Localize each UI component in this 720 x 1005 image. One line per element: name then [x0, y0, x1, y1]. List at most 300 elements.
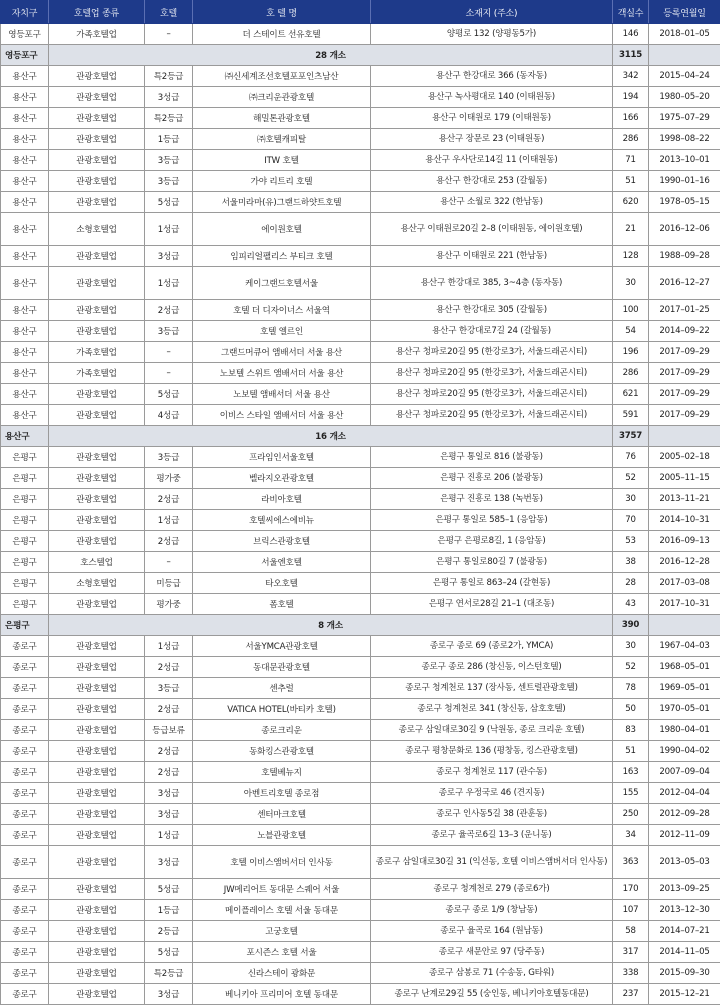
cell-address: 용산구 한강대로 366 (동자동): [371, 66, 613, 87]
cell-grade: 1성급: [145, 636, 193, 657]
cell-district: 용산구: [1, 87, 49, 108]
cell-address: 용산구 한강대로 253 (갈월동): [371, 171, 613, 192]
cell-date: 1969–05–01: [649, 678, 720, 699]
table-row: [1, 678, 720, 699]
table-row: [1, 108, 720, 129]
cell-grade: 2성급: [145, 657, 193, 678]
cell-rooms: 51: [613, 171, 649, 192]
cell-district: 은평구: [1, 594, 49, 615]
cell-hotel-name: 고궁호텔: [193, 921, 371, 942]
table-row: [1, 879, 720, 900]
cell-rooms: 78: [613, 678, 649, 699]
cell-address: 종로구 인사동5길 38 (관훈동): [371, 804, 613, 825]
cell-rooms: 52: [613, 657, 649, 678]
cell-rooms: 620: [613, 192, 649, 213]
cell-grade: –: [145, 363, 193, 384]
cell-grade: 특2등급: [145, 108, 193, 129]
cell-rooms: 83: [613, 720, 649, 741]
cell-district: 용산구: [1, 192, 49, 213]
cell-type: 관광호텔업: [49, 150, 145, 171]
cell-rooms: 30: [613, 267, 649, 300]
cell-type: 관광호텔업: [49, 825, 145, 846]
cell-hotel-name: 서울미라마(유)그랜드하얏트호텔: [193, 192, 371, 213]
table-row: [1, 66, 720, 87]
cell-district: 종로구: [1, 720, 49, 741]
cell-hotel-name: 프라임인서울호텔: [193, 447, 371, 468]
cell-rooms: 146: [613, 24, 649, 45]
cell-type: 관광호텔업: [49, 384, 145, 405]
cell-grade: 5성급: [145, 942, 193, 963]
cell-address: 용산구 한강대로7길 24 (갈월동): [371, 321, 613, 342]
cell-grade: 특2등급: [145, 963, 193, 984]
subtotal-rooms: 390: [613, 615, 649, 636]
header-grade: 호텔: [145, 1, 193, 24]
table-row: [1, 921, 720, 942]
cell-grade: 특2등급: [145, 66, 193, 87]
cell-hotel-name: 노블관광호텔: [193, 825, 371, 846]
cell-address: 종로구 삼일대로30길 31 (익선동, 호텔 이비스앰버서더 인사동): [371, 846, 613, 879]
subtotal-rooms: 3757: [613, 426, 649, 447]
cell-type: 관광호텔업: [49, 108, 145, 129]
cell-hotel-name: JW메리어트 동대문 스퀘어 서울: [193, 879, 371, 900]
cell-address: 종로구 우정국로 46 (견지동): [371, 783, 613, 804]
cell-date: 2013–09–25: [649, 879, 720, 900]
table-row: [1, 720, 720, 741]
table-row: [1, 573, 720, 594]
table-row: [1, 942, 720, 963]
table-row: [1, 531, 720, 552]
cell-hotel-name: 호텔 엘르인: [193, 321, 371, 342]
cell-rooms: 338: [613, 963, 649, 984]
cell-hotel-name: 동대문관광호텔: [193, 657, 371, 678]
cell-rooms: 317: [613, 942, 649, 963]
cell-date: 2013–11–21: [649, 489, 720, 510]
cell-rooms: 30: [613, 489, 649, 510]
cell-grade: 3성급: [145, 984, 193, 1005]
cell-date: 2014–10–31: [649, 510, 720, 531]
cell-rooms: 43: [613, 594, 649, 615]
table-row: [1, 447, 720, 468]
table-row: [1, 342, 720, 363]
cell-type: 관광호텔업: [49, 66, 145, 87]
cell-date: 2013–12–30: [649, 900, 720, 921]
table-row: [1, 87, 720, 108]
cell-date: 2017–09–29: [649, 405, 720, 426]
cell-hotel-name: 이비스 스타일 앰배서더 서울 용산: [193, 405, 371, 426]
cell-type: 관광호텔업: [49, 87, 145, 108]
cell-district: 용산구: [1, 66, 49, 87]
cell-grade: 5성급: [145, 879, 193, 900]
cell-district: 종로구: [1, 879, 49, 900]
table-row: [1, 321, 720, 342]
cell-district: 용산구: [1, 342, 49, 363]
table-row: [1, 594, 720, 615]
cell-district: 은평구: [1, 468, 49, 489]
cell-grade: 등급보류: [145, 720, 193, 741]
cell-hotel-name: 센터마크호텔: [193, 804, 371, 825]
cell-grade: 3성급: [145, 846, 193, 879]
header-row: [1, 1, 720, 24]
header-date: 등록연월일: [649, 1, 720, 24]
cell-grade: 3성급: [145, 87, 193, 108]
cell-address: 용산구 우사단로14길 11 (이태원동): [371, 150, 613, 171]
cell-rooms: 286: [613, 363, 649, 384]
cell-date: 2014–09–22: [649, 321, 720, 342]
cell-hotel-name: 노보텔 앰배서더 서울 용산: [193, 384, 371, 405]
cell-date: 2014–11–05: [649, 942, 720, 963]
cell-hotel-name: 베니키아 프리미어 호텔 동대문: [193, 984, 371, 1005]
cell-grade: 3성급: [145, 804, 193, 825]
cell-type: 관광호텔업: [49, 171, 145, 192]
cell-district: 은평구: [1, 447, 49, 468]
cell-hotel-name: 호텔베뉴지: [193, 762, 371, 783]
cell-grade: 평가중: [145, 468, 193, 489]
cell-district: 종로구: [1, 636, 49, 657]
table-row: [1, 825, 720, 846]
cell-rooms: 194: [613, 87, 649, 108]
cell-type: 관광호텔업: [49, 489, 145, 510]
cell-type: 관광호텔업: [49, 246, 145, 267]
cell-date: 1975–07–29: [649, 108, 720, 129]
header-name: 호 텔 명: [193, 1, 371, 24]
cell-hotel-name: 메이플레이스 호텔 서울 동대문: [193, 900, 371, 921]
cell-hotel-name: 더 스테이트 선유호텔: [193, 24, 371, 45]
header-rooms: 객실수: [613, 1, 649, 24]
cell-address: 은평구 연서로28길 21–1 (대조동): [371, 594, 613, 615]
table-row: [1, 213, 720, 246]
cell-address: 용산구 이태원로20길 2–8 (이태원동, 에이원호텔): [371, 213, 613, 246]
subtotal-district: 은평구: [1, 615, 49, 636]
cell-date: 2016–12–27: [649, 267, 720, 300]
cell-date: 2012–11–09: [649, 825, 720, 846]
cell-date: 1970–05–01: [649, 699, 720, 720]
table-row: [1, 468, 720, 489]
table-row: [1, 699, 720, 720]
cell-hotel-name: 벨라지오관광호텔: [193, 468, 371, 489]
cell-grade: 2성급: [145, 741, 193, 762]
table-row: [1, 150, 720, 171]
cell-type: 관광호텔업: [49, 804, 145, 825]
cell-type: 관광호텔업: [49, 720, 145, 741]
cell-rooms: 100: [613, 300, 649, 321]
cell-district: 은평구: [1, 489, 49, 510]
table-row: [1, 804, 720, 825]
cell-address: 양평로 132 (양평동5가): [371, 24, 613, 45]
cell-address: 용산구 한강대로 305 (갈월동): [371, 300, 613, 321]
subtotal-rooms: 3115: [613, 45, 649, 66]
cell-address: 종로구 삼일대로30길 9 (낙원동, 종로 크리운 호텔): [371, 720, 613, 741]
cell-rooms: 170: [613, 879, 649, 900]
cell-grade: 3성급: [145, 246, 193, 267]
cell-address: 종로구 종로 1/9 (창남동): [371, 900, 613, 921]
cell-type: 가족호텔업: [49, 342, 145, 363]
cell-rooms: 30: [613, 636, 649, 657]
cell-hotel-name: 서울YMCA관광호텔: [193, 636, 371, 657]
cell-address: 종로구 청계천로 279 (종로6가): [371, 879, 613, 900]
table-row: [1, 129, 720, 150]
cell-type: 관광호텔업: [49, 963, 145, 984]
cell-address: 종로구 율곡로 164 (원남동): [371, 921, 613, 942]
cell-hotel-name: 센추럴: [193, 678, 371, 699]
cell-type: 관광호텔업: [49, 510, 145, 531]
cell-rooms: 196: [613, 342, 649, 363]
cell-grade: 5성급: [145, 384, 193, 405]
cell-hotel-name: 브릭스관광호텔: [193, 531, 371, 552]
cell-district: 종로구: [1, 657, 49, 678]
cell-date: 2015–09–30: [649, 963, 720, 984]
cell-rooms: 621: [613, 384, 649, 405]
cell-hotel-name: 아벤트리호텔 종로점: [193, 783, 371, 804]
cell-district: 용산구: [1, 171, 49, 192]
cell-address: 용산구 이태원로 221 (한남동): [371, 246, 613, 267]
cell-grade: 3등급: [145, 447, 193, 468]
cell-rooms: 286: [613, 129, 649, 150]
table-row: [1, 384, 720, 405]
subtotal-district: 용산구: [1, 426, 49, 447]
cell-type: 관광호텔업: [49, 921, 145, 942]
cell-hotel-name: ITW 호텔: [193, 150, 371, 171]
cell-rooms: 53: [613, 531, 649, 552]
cell-grade: 3성급: [145, 783, 193, 804]
cell-rooms: 342: [613, 66, 649, 87]
table-row: [1, 552, 720, 573]
table-row: [1, 24, 720, 45]
cell-grade: 3등급: [145, 321, 193, 342]
table-row: [1, 783, 720, 804]
cell-district: 종로구: [1, 825, 49, 846]
cell-district: 종로구: [1, 984, 49, 1005]
cell-grade: 2성급: [145, 489, 193, 510]
cell-district: 은평구: [1, 531, 49, 552]
table-row: [1, 900, 720, 921]
cell-grade: –: [145, 24, 193, 45]
table-row: [1, 405, 720, 426]
subtotal-row: [1, 615, 720, 636]
cell-date: 2017–01–25: [649, 300, 720, 321]
cell-hotel-name: 서울엔호텔: [193, 552, 371, 573]
cell-district: 종로구: [1, 699, 49, 720]
cell-district: 종로구: [1, 741, 49, 762]
cell-district: 종로구: [1, 963, 49, 984]
cell-grade: 2성급: [145, 531, 193, 552]
cell-date: 2017–10–31: [649, 594, 720, 615]
cell-address: 은평구 통일로 816 (불광동): [371, 447, 613, 468]
cell-hotel-name: 그랜드머큐어 앰배서더 서울 용산: [193, 342, 371, 363]
cell-date: 2005–11–15: [649, 468, 720, 489]
cell-hotel-name: 라비아호텔: [193, 489, 371, 510]
subtotal-row: [1, 45, 720, 66]
cell-address: 용산구 장문로 23 (이태원동): [371, 129, 613, 150]
cell-district: 영등포구: [1, 24, 49, 45]
cell-address: 용산구 소월로 322 (한남동): [371, 192, 613, 213]
table-row: [1, 171, 720, 192]
cell-grade: –: [145, 552, 193, 573]
cell-address: 용산구 청파로20길 95 (한강로3가, 서울드래곤시티): [371, 405, 613, 426]
cell-district: 용산구: [1, 267, 49, 300]
cell-address: 종로구 청계천로 117 (관수동): [371, 762, 613, 783]
cell-rooms: 128: [613, 246, 649, 267]
cell-type: 소형호텔업: [49, 573, 145, 594]
table-row: [1, 762, 720, 783]
cell-date: 1998–08–22: [649, 129, 720, 150]
cell-date: 2016–12–28: [649, 552, 720, 573]
cell-date: 1980–04–01: [649, 720, 720, 741]
cell-date: 2016–09–13: [649, 531, 720, 552]
cell-grade: 3등급: [145, 678, 193, 699]
cell-rooms: 71: [613, 150, 649, 171]
table-row: [1, 984, 720, 1005]
cell-date: 2013–10–01: [649, 150, 720, 171]
cell-type: 관광호텔업: [49, 741, 145, 762]
cell-date: 2018–01–05: [649, 24, 720, 45]
cell-date: 2017–09–29: [649, 342, 720, 363]
cell-address: 은평구 진흥로 138 (녹번동): [371, 489, 613, 510]
cell-hotel-name: ㈜크리운관광호텔: [193, 87, 371, 108]
cell-rooms: 34: [613, 825, 649, 846]
cell-date: 2015–12–21: [649, 984, 720, 1005]
cell-address: 용산구 청파로20길 95 (한강로3가, 서울드래곤시티): [371, 384, 613, 405]
cell-hotel-name: 폼호텔: [193, 594, 371, 615]
cell-district: 용산구: [1, 150, 49, 171]
cell-district: 종로구: [1, 942, 49, 963]
cell-hotel-name: 케이그랜드호텔서울: [193, 267, 371, 300]
cell-district: 용산구: [1, 384, 49, 405]
cell-rooms: 21: [613, 213, 649, 246]
cell-rooms: 51: [613, 741, 649, 762]
subtotal-empty-cell: [649, 615, 720, 636]
table-row: [1, 741, 720, 762]
subtotal-row: [1, 426, 720, 447]
cell-type: 소형호텔업: [49, 213, 145, 246]
subtotal-count: 8 개소: [49, 615, 613, 636]
cell-type: 관광호텔업: [49, 267, 145, 300]
cell-district: 은평구: [1, 573, 49, 594]
cell-rooms: 237: [613, 984, 649, 1005]
table-row: [1, 363, 720, 384]
cell-date: 2015–04–24: [649, 66, 720, 87]
cell-type: 관광호텔업: [49, 657, 145, 678]
cell-address: 은평구 은평로8길, 1 (응암동): [371, 531, 613, 552]
cell-rooms: 76: [613, 447, 649, 468]
cell-district: 종로구: [1, 678, 49, 699]
cell-grade: 1성급: [145, 213, 193, 246]
table-row: [1, 300, 720, 321]
table-row: [1, 267, 720, 300]
table-row: [1, 636, 720, 657]
cell-district: 종로구: [1, 900, 49, 921]
cell-hotel-name: ㈜호텔캐피탈: [193, 129, 371, 150]
cell-hotel-name: 임피리얼팰리스 부티크 호텔: [193, 246, 371, 267]
cell-hotel-name: 종로크리운: [193, 720, 371, 741]
cell-grade: 1성급: [145, 510, 193, 531]
cell-type: 관광호텔업: [49, 879, 145, 900]
cell-type: 관광호텔업: [49, 636, 145, 657]
cell-district: 용산구: [1, 321, 49, 342]
cell-hotel-name: ㈜신세계조선호텔포포인츠남산: [193, 66, 371, 87]
cell-address: 종로구 종로 69 (종로2가, YMCA): [371, 636, 613, 657]
cell-hotel-name: 에이원호텔: [193, 213, 371, 246]
cell-date: 1968–05–01: [649, 657, 720, 678]
cell-rooms: 52: [613, 468, 649, 489]
cell-type: 관광호텔업: [49, 846, 145, 879]
cell-district: 종로구: [1, 783, 49, 804]
cell-district: 용산구: [1, 246, 49, 267]
subtotal-district: 영등포구: [1, 45, 49, 66]
cell-district: 종로구: [1, 846, 49, 879]
cell-address: 용산구 청파로20길 95 (한강로3가, 서울드래곤시티): [371, 342, 613, 363]
cell-district: 용산구: [1, 405, 49, 426]
cell-type: 관광호텔업: [49, 129, 145, 150]
cell-type: 관광호텔업: [49, 531, 145, 552]
cell-grade: 2성급: [145, 300, 193, 321]
cell-rooms: 38: [613, 552, 649, 573]
cell-hotel-name: 호텔 더 디자이너스 서울역: [193, 300, 371, 321]
cell-grade: 평가중: [145, 594, 193, 615]
cell-hotel-name: 호텔 이비스앰버서더 인사동: [193, 846, 371, 879]
cell-rooms: 250: [613, 804, 649, 825]
cell-address: 종로구 청계천로 341 (창신동, 삼호호텔): [371, 699, 613, 720]
table-row: [1, 510, 720, 531]
cell-rooms: 155: [613, 783, 649, 804]
cell-district: 종로구: [1, 762, 49, 783]
cell-date: 1980–05–20: [649, 87, 720, 108]
cell-address: 은평구 진흥로 206 (불광동): [371, 468, 613, 489]
cell-rooms: 28: [613, 573, 649, 594]
cell-date: 1990–01–16: [649, 171, 720, 192]
cell-hotel-name: 가야 리트리 호텔: [193, 171, 371, 192]
cell-grade: –: [145, 342, 193, 363]
cell-district: 용산구: [1, 363, 49, 384]
cell-rooms: 50: [613, 699, 649, 720]
table-row: [1, 657, 720, 678]
table-body: [1, 24, 720, 1005]
cell-address: 종로구 삼봉로 71 (수송동, G타워): [371, 963, 613, 984]
cell-date: 1967–04–03: [649, 636, 720, 657]
cell-hotel-name: 타오호텔: [193, 573, 371, 594]
cell-district: 은평구: [1, 510, 49, 531]
cell-grade: 1성급: [145, 267, 193, 300]
cell-address: 종로구 율곡로6길 13–3 (운니동): [371, 825, 613, 846]
cell-address: 종로구 종로 286 (창신동, 이스턴호텔): [371, 657, 613, 678]
cell-address: 종로구 평창문화로 136 (평창동, 킹스관광호텔): [371, 741, 613, 762]
cell-type: 관광호텔업: [49, 678, 145, 699]
cell-grade: 4성급: [145, 405, 193, 426]
cell-type: 호스텔업: [49, 552, 145, 573]
cell-type: 관광호텔업: [49, 468, 145, 489]
cell-type: 관광호텔업: [49, 762, 145, 783]
cell-address: 용산구 한강대로 385, 3~4층 (동자동): [371, 267, 613, 300]
table-row: [1, 963, 720, 984]
cell-district: 용산구: [1, 213, 49, 246]
cell-date: 1990–04–02: [649, 741, 720, 762]
header-type: 호텔업 종류: [49, 1, 145, 24]
cell-grade: 5성급: [145, 192, 193, 213]
cell-hotel-name: 노보텔 스위트 앰배서더 서울 용산: [193, 363, 371, 384]
cell-district: 용산구: [1, 108, 49, 129]
cell-type: 가족호텔업: [49, 363, 145, 384]
cell-date: 2005–02–18: [649, 447, 720, 468]
cell-hotel-name: 신라스테이 광화문: [193, 963, 371, 984]
cell-date: 2012–09–28: [649, 804, 720, 825]
subtotal-empty-cell: [649, 45, 720, 66]
cell-address: 은평구 통일로 863–24 (갈현동): [371, 573, 613, 594]
cell-date: 1988–09–28: [649, 246, 720, 267]
cell-rooms: 591: [613, 405, 649, 426]
cell-type: 관광호텔업: [49, 447, 145, 468]
cell-date: 2017–03–08: [649, 573, 720, 594]
cell-type: 관광호텔업: [49, 300, 145, 321]
cell-rooms: 163: [613, 762, 649, 783]
